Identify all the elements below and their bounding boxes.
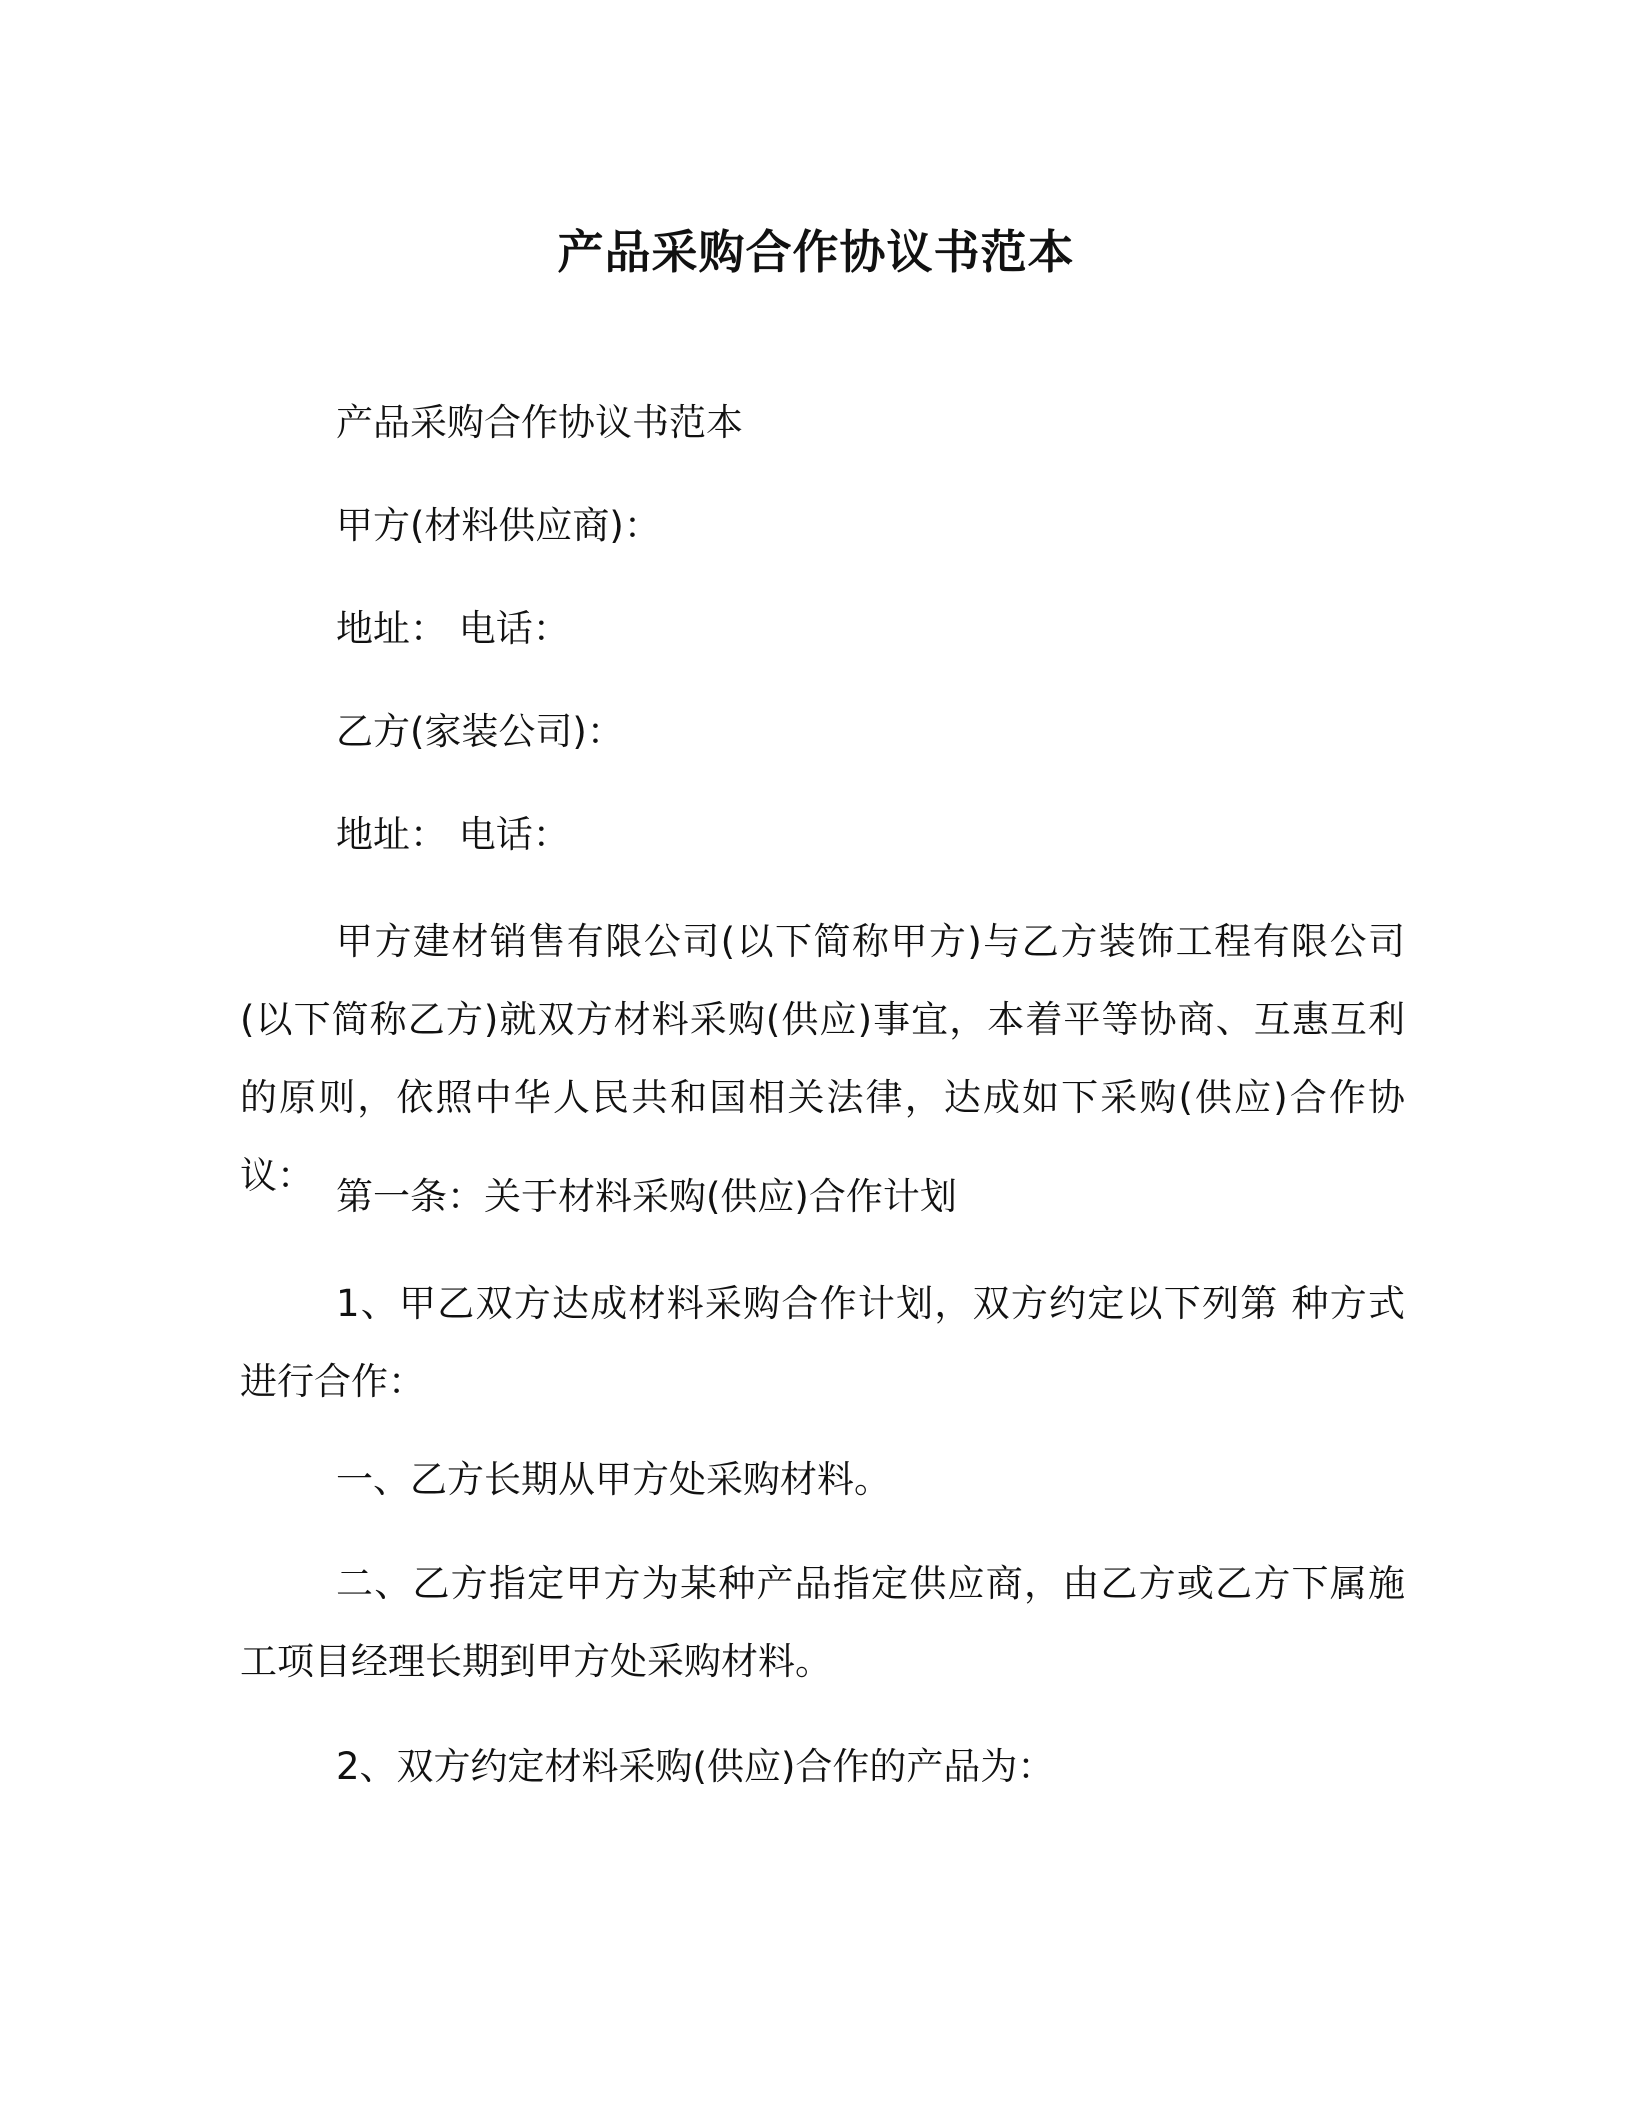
option-1-paragraph: 一、乙方长期从甲方处采购材料。 — [336, 1458, 891, 1501]
party-a-contact: 地址： 电话： — [336, 607, 570, 650]
document-title: 产品采购合作协议书范本 — [557, 225, 1075, 279]
party-b-line: 乙方(家装公司)： — [336, 710, 624, 753]
document-subtitle: 产品采购合作协议书范本 — [336, 401, 743, 444]
party-b-contact: 地址： 电话： — [336, 813, 570, 856]
clause-1-paragraph: 1、甲乙双方达成材料采购合作计划，双方约定以下列第 种方式进行合作： — [240, 1282, 1405, 1403]
clause-2-paragraph: 2、双方约定材料采购(供应)合作的产品为： — [336, 1745, 1055, 1788]
article-1-heading: 第一条：关于材料采购(供应)合作计划 — [336, 1175, 957, 1218]
party-a-line: 甲方(材料供应商)： — [336, 504, 661, 547]
option-2-paragraph: 二、乙方指定甲方为某种产品指定供应商，由乙方或乙方下属施工项目经理长期到甲方处采购材料。 — [240, 1562, 1405, 1683]
intro-paragraph: 甲方建材销售有限公司(以下简称甲方)与乙方装饰工程有限公司(以下简称乙方)就双方材料采购(供应)事宜，本着平等协商、互惠互利的原则，依照中华人民共和国相关法律，达成如下采购(供应)合作协议： — [240, 920, 1405, 1197]
